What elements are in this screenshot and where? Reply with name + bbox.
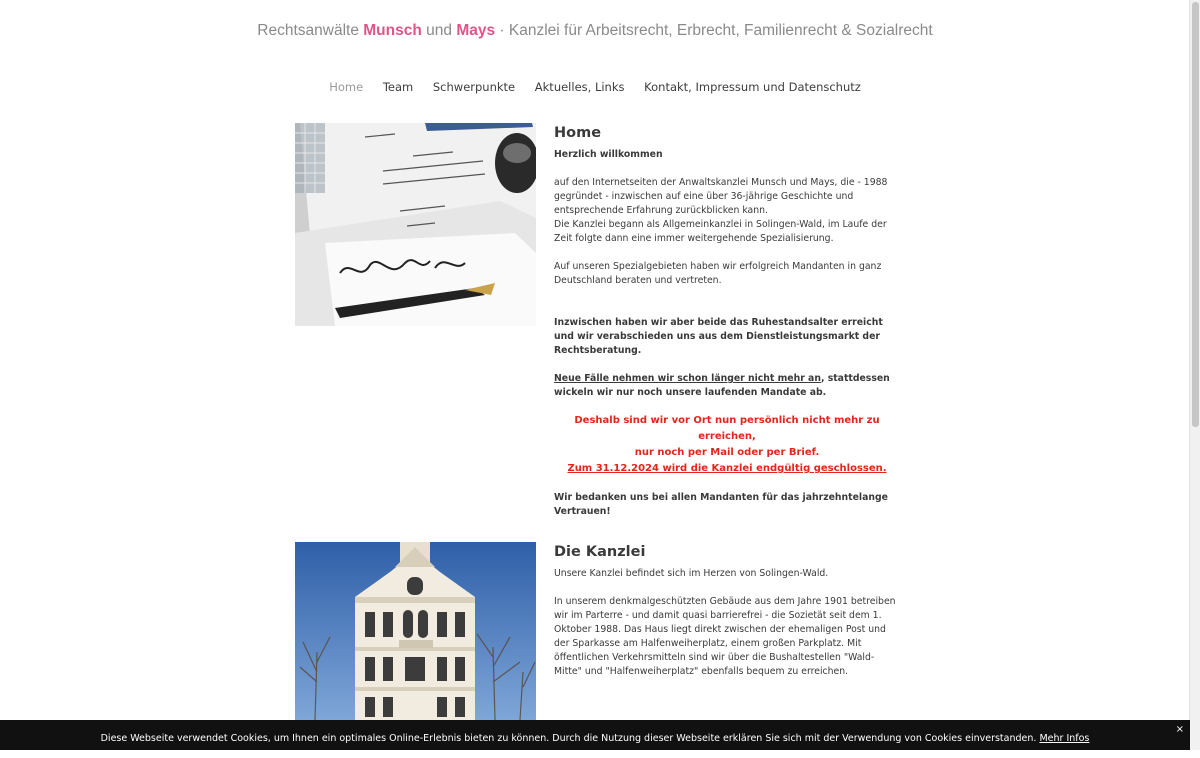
no-new-cases-underlined: Neue Fälle nehmen wir schon länger nicht mehr an	[554, 373, 821, 384]
cookie-banner	[0, 720, 1190, 750]
closure-notice-line-2: nur noch per Mail oder per Brief.	[634, 447, 820, 458]
site-title	[0, 22, 1190, 40]
thanks-text: Wir bedanken uns bei allen Mandanten für das jahrzehntelange Vertrauen!	[554, 492, 888, 517]
kanzlei-paragraph-1: Unsere Kanzlei befindet sich im Herzen von Solingen-Wald.	[554, 568, 829, 579]
nav-item-schwerpunkte[interactable]: Schwerpunkte	[432, 80, 516, 94]
nav-item-kontakt-impressum[interactable]: Kontakt, Impressum und Datenschutz	[644, 80, 861, 94]
scrollbar-thumb[interactable]	[1192, 2, 1199, 427]
site-title-suffix: · Kanzlei für Arbeitsrecht, Erbrecht, Familienrecht & Sozialrecht	[495, 22, 933, 39]
kanzlei-heading: Die Kanzlei	[554, 544, 646, 560]
site-title-name-munsch: Munsch	[363, 22, 422, 39]
nav-item-team[interactable]: Team	[382, 80, 414, 94]
home-paragraph-1: auf den Internetseiten der Anwaltskanzlei Munsch und Mays, die - 1988 gegründet - inzwischen auf eine über 36-jährige Geschichte und entsprechende Erfahrung zurückblicken kann.	[554, 177, 888, 216]
welcome-text: Herzlich willkommen	[554, 149, 663, 160]
page-scrollbar[interactable]	[1189, 0, 1200, 750]
cookie-more-info-link[interactable]: Mehr Infos	[1039, 733, 1090, 744]
kanzlei-section	[295, 542, 897, 722]
home-section	[295, 123, 897, 517]
site-title-prefix: Rechtsanwälte	[257, 22, 364, 39]
office-building-image	[295, 542, 536, 720]
site-title-name-mays: Mays	[456, 22, 496, 39]
nav-item-aktuelles-links[interactable]: Aktuelles, Links	[534, 80, 625, 94]
no-new-cases-notice	[554, 372, 900, 400]
home-text	[554, 123, 900, 519]
cookie-close-icon[interactable]: ×	[1175, 724, 1184, 735]
closure-date-notice: Zum 31.12.2024 wird die Kanzlei endgültig geschlossen.	[567, 463, 887, 474]
no-new-cases-rest: , stattdessen wickeln wir nur noch unsere laufenden Mandate ab.	[554, 373, 890, 398]
cookie-text: Diese Webseite verwendet Cookies, um Ihnen ein optimales Online-Erlebnis bieten zu können. Durch die Nutzung dieser Webseite erklären Sie sich mit der Verwendung von Cookies einverstanden.	[100, 733, 1040, 744]
home-heading: Home	[554, 125, 602, 141]
retirement-notice: Inzwischen haben wir aber beide das Ruhestandsalter erreicht und wir verabschieden uns aus dem Dienstleistungsmarkt der Rechtsberatung.	[554, 317, 883, 356]
nav-item-home[interactable]: Home	[329, 80, 364, 94]
home-paragraph-2: Die Kanzlei begann als Allgemeinkanzlei in Solingen-Wald, im Laufe der Zeit folgte dann eine immer weitergehende Spezialisierung.	[554, 219, 887, 244]
contract-pen-image	[295, 123, 536, 326]
home-paragraph-3: Auf unseren Spezialgebieten haben wir erfolgreich Mandanten in ganz Deutschland beraten und vertreten.	[554, 261, 882, 286]
closure-notice-line-1: Deshalb sind wir vor Ort nun persönlich nicht mehr zu erreichen,	[574, 415, 880, 442]
site-title-join: und	[421, 22, 457, 39]
kanzlei-text	[554, 542, 900, 679]
main-nav	[0, 80, 1190, 94]
kanzlei-paragraph-2: In unserem denkmalgeschützten Gebäude aus dem Jahre 1901 betreiben wir im Parterre - und damit quasi barrierefrei - die Sozietät seit dem 1. Oktober 1988. Das Haus liegt direkt zwischen der ehemaligen Post und der Sparkasse am Halfenweiherplatz, einem großen Parkplatz. Mit öffentlichen Verkehrsmitteln sind wir über die Bushaltestellen "Wald-Mitte" und "Halfenweiherplatz" ebenfalls bequem zu erreichen.	[554, 596, 896, 677]
